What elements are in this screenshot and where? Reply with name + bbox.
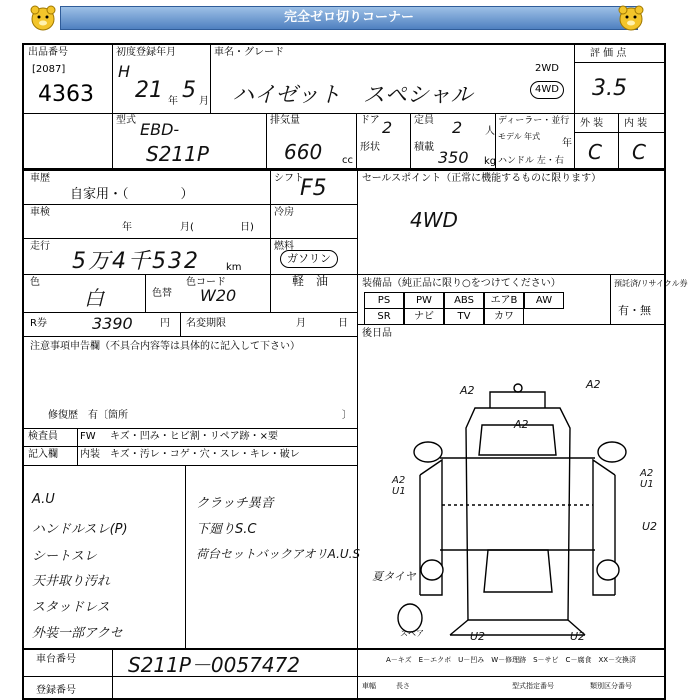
right-note-2: 下廻りS.C [196, 522, 257, 537]
mascot-left-icon [28, 3, 58, 33]
recycle-value: 有・無 [618, 304, 651, 317]
displacement-value: 660 [284, 140, 323, 164]
equipment-row-1 [364, 292, 564, 309]
note-4: 天井取り汚れ [32, 574, 111, 589]
repair-history-label: 修復歴 有〔箇所 [48, 410, 128, 421]
doors-label: ドア [360, 115, 380, 126]
score-label: 評 価 点 [590, 48, 627, 59]
note-6: 外装一部アクセ [32, 626, 123, 641]
vehicle-history-label: 車歴 [30, 173, 50, 184]
score-value: 3.5 [592, 76, 627, 101]
lot-code: [2087] [32, 64, 66, 75]
drive-2wd: 2WD [535, 63, 559, 74]
color-value: 白 [84, 286, 104, 310]
sales-point-value: 4WD [410, 208, 458, 232]
chassis-value: S211P－0057472 [128, 653, 301, 677]
equipment-item: エアB [484, 292, 524, 309]
lot-label: 出品番号 [28, 47, 68, 58]
model-name-value: ハイゼット スペシャル [232, 83, 473, 108]
color-code: W20 [200, 286, 237, 305]
displacement-unit: cc [342, 155, 353, 166]
registration-number-label: 登録番号 [36, 685, 76, 696]
damage-legend: A－キズ E－エクボ U－凹み W－修理跡 S－サビ C－腐食 XX－交換済 [386, 656, 637, 664]
shift-label: シフト [274, 173, 304, 184]
note-2: ハンドルスレ(P) [32, 522, 128, 537]
capacity-unit: 人 [485, 126, 495, 137]
notes-label: 注意事項申告欄（不具合内容等は具体的に記入して下さい） [30, 341, 300, 352]
equipment-row-2 [364, 308, 524, 325]
interior-label: 内 装 [624, 118, 648, 129]
equipment-item: SR [364, 308, 404, 325]
registration-year-unit: 年 [168, 96, 178, 107]
lot-number: 4363 [38, 82, 94, 107]
registration-month: 5 [182, 78, 196, 103]
exterior-label: 外 装 [580, 118, 604, 129]
r-ticket-label: R券 [30, 318, 47, 329]
banner-title: 完全ゼロ切りコーナー [60, 6, 638, 30]
model-name-label: 車名・グレード [214, 47, 284, 58]
model-year-unit: 年 [562, 138, 572, 149]
load-unit: kg [484, 156, 497, 167]
mileage-unit: km [226, 262, 242, 273]
exterior-value: C [588, 140, 602, 164]
capacity-label: 定員 [414, 115, 434, 126]
type-prefix: EBD- [140, 120, 180, 139]
mark-top-left: A2 [460, 384, 475, 397]
footer-type-number: 型式指定番号 [512, 682, 554, 690]
vehicle-history-value: 自家用・（ ） [70, 187, 194, 202]
model-year-label: モデル 年式 [498, 132, 541, 141]
equipment-item: PW [404, 292, 444, 309]
mark-roof: A2 [514, 418, 529, 431]
equipment-label: 装備品（純正品に限り○をつけてください） [362, 278, 561, 289]
doors-value: 2 [382, 118, 393, 137]
inspector-fw-items: キズ・凹み・ヒビ割・リペア跡・×要 [110, 431, 278, 442]
mark-right-side: A2 U1 [640, 468, 654, 490]
fuel-gasoline: ガソリン [280, 250, 338, 268]
registration-label: 初度登録年月 [116, 47, 176, 58]
color-label: 色 [30, 277, 40, 288]
mark-bottom-left: U2 [470, 630, 486, 643]
entry-label: 記入欄 [28, 449, 58, 460]
inspection-month-unit: 月( [180, 222, 194, 233]
chassis-label: 車台番号 [36, 654, 76, 665]
sales-point-label: セールスポイント（正常に機能するものに限ります） [362, 173, 602, 184]
mileage-label: 走行 [30, 241, 50, 252]
handle-label: ハンドル 左・右 [498, 156, 564, 166]
registration-month-unit: 月 [199, 96, 209, 107]
mark-bottom-right: U2 [570, 630, 586, 643]
mark-tire: 夏タイヤ [372, 570, 416, 583]
note-5: スタッドレス [32, 600, 110, 615]
inspection-label: 車検 [30, 207, 50, 218]
color-tone-label: 色替 [152, 288, 172, 299]
cooler-label: 冷房 [274, 207, 294, 218]
interior-value: C [632, 140, 646, 164]
color-code-label: 色コード [186, 277, 226, 288]
footer-width: 車幅 [362, 682, 376, 690]
registration-era: H [118, 62, 131, 81]
displacement-label: 排気量 [270, 115, 300, 126]
recycle-label: 預託済/リサイクル券 [614, 279, 688, 288]
inspector-label: 検査員 [28, 431, 58, 442]
fuel-light-oil: 軽 油 [292, 274, 329, 288]
equipment-item: AW [524, 292, 564, 309]
footer-length: 長さ [396, 682, 410, 690]
capacity-value: 2 [452, 118, 463, 137]
fuel-label: 燃料 [274, 241, 294, 252]
r-ticket-value: 3390 [92, 314, 133, 333]
equipment-item: カワ [484, 308, 524, 325]
equipment-item: ナビ [404, 308, 444, 325]
mark-left-side: A2 U1 [392, 475, 406, 497]
name-change-month: 月 [296, 318, 306, 329]
inspector-inner: 内装 [80, 449, 100, 460]
note-1: A.U [32, 492, 55, 507]
top-banner [0, 0, 700, 36]
type-label: 型式 [116, 115, 136, 126]
rear-item-label: 後日品 [362, 328, 392, 339]
equipment-item: TV [444, 308, 484, 325]
name-change-day: 日 [338, 318, 348, 329]
right-note-3: 荷台セットバックアオリA.U.S [196, 547, 361, 561]
shift-value: F5 [300, 176, 327, 201]
mark-top-right: A2 [586, 378, 601, 391]
right-note-1: クラッチ異音 [196, 496, 274, 511]
inspector-inner-items: キズ・汚レ・コゲ・穴・スレ・キレ・破レ [110, 449, 300, 460]
inspector-fw: FW [80, 431, 96, 442]
inspection-year-unit: 年 [122, 222, 132, 233]
repair-history-end: 〕 [342, 410, 352, 421]
drive-4wd: 4WD [530, 81, 564, 99]
mascot-right-icon [616, 3, 646, 33]
load-value: 350 [438, 148, 469, 167]
shape-label: 形状 [360, 142, 380, 153]
r-ticket-unit: 円 [160, 318, 170, 329]
mark-right-mid: U2 [642, 520, 658, 533]
registration-year: 21 [135, 78, 163, 103]
type-value: S211P [146, 142, 209, 166]
mark-spare: スペア [400, 629, 424, 638]
dealer-label: ディーラー・並行 [498, 116, 570, 126]
equipment-item: PS [364, 292, 404, 309]
footer-class-number: 類別区分番号 [590, 682, 632, 690]
inspection-day-unit: 日) [240, 222, 254, 233]
note-3: シートスレ [32, 549, 97, 564]
load-label: 積載 [414, 142, 434, 153]
mileage-value: 5万4千532 [72, 249, 200, 274]
name-change-label: 名変期限 [186, 318, 226, 329]
equipment-item: ABS [444, 292, 484, 309]
